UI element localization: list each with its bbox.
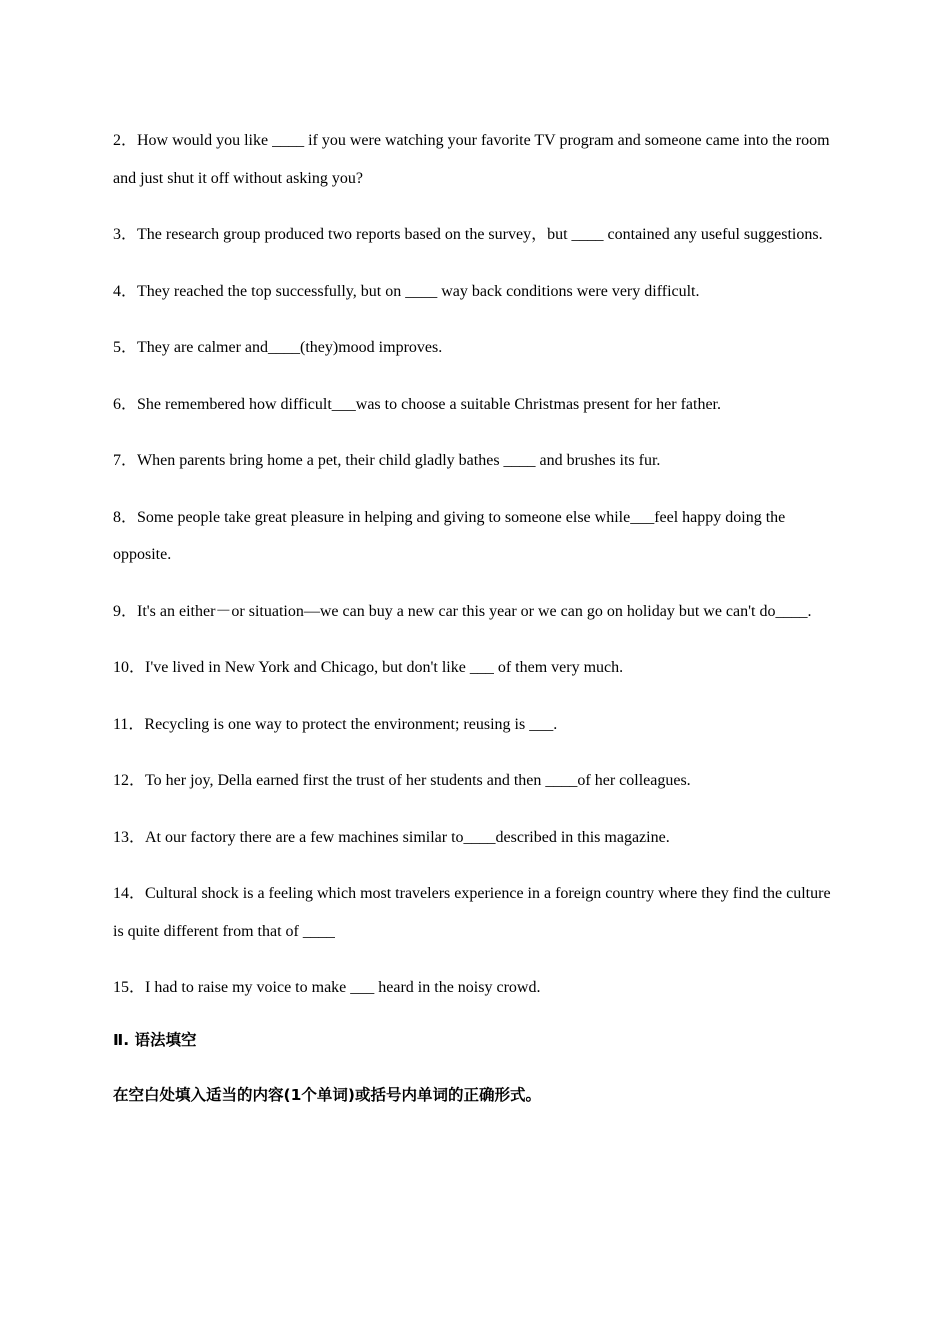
question-8: 8．Some people take great pleasure in helping and giving to someone else while___feel happy doing the opposite. [113, 508, 786, 563]
section-instruction: 在空白处填入适当的内容(1个单词)或括号内单词的正确形式。 [113, 1085, 541, 1104]
question-12: 12．To her joy, Della earned first the trust of her students and then ____of her colleagues. [113, 772, 691, 789]
question-5: 5．They are calmer and____(they)mood improves. [113, 339, 443, 356]
question-10: 10．I've lived in New York and Chicago, but don't like ___ of them very much. [113, 659, 624, 676]
question-9: 9．It's an either－or situation—we can buy a new car this year or we can go on holiday but we can't do____. [113, 602, 812, 620]
question-3: 3．The research group produced two reports based on the survey，but ____ contained any useful suggestions. [113, 226, 823, 243]
question-7: 7．When parents bring home a pet, their child gladly bathes ____ and brushes its fur. [113, 452, 661, 469]
question-14: 14．Cultural shock is a feeling which most travelers experience in a foreign country where they find the culture is quite different from that of ____ [113, 885, 831, 940]
question-13: 13．At our factory there are a few machines similar to____described in this magazine. [113, 828, 670, 846]
question-4: 4．They reached the top successfully, but on ____ way back conditions were very difficult. [113, 282, 700, 300]
question-6: 6．She remembered how difficult___was to choose a suitable Christmas present for her father. [113, 395, 721, 413]
question-2: 2．How would you like ____ if you were watching your favorite TV program and someone came into the room and just shut it off without asking you? [113, 132, 830, 187]
document-page [113, 122, 833, 1109]
question-11: 11．Recycling is one way to protect the environment; reusing is ___. [113, 715, 558, 733]
question-15: 15．I had to raise my voice to make ___ heard in the noisy crowd. [113, 979, 541, 996]
section-title: Ⅱ. 语法填空 [113, 1030, 197, 1049]
